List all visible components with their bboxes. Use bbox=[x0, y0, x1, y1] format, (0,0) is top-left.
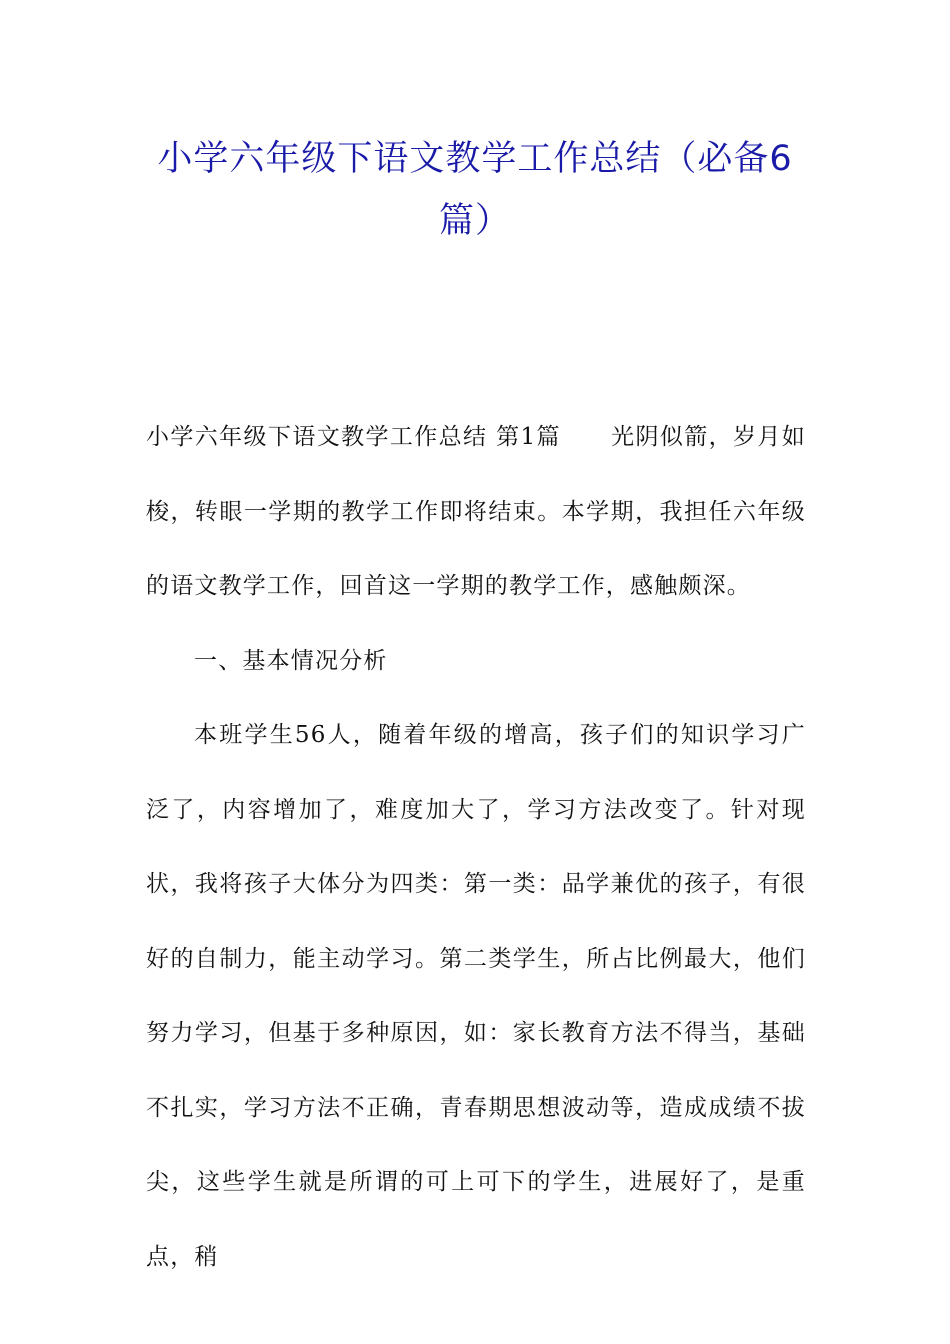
document-body bbox=[146, 400, 806, 1294]
section-heading: 小学六年级下语文教学工作总结 第1篇 bbox=[146, 424, 561, 450]
opening-paragraph bbox=[146, 400, 806, 624]
subheading-basic-situation: 一、基本情况分析 bbox=[194, 647, 388, 674]
document-title: 小学六年级下语文教学工作总结（必备6篇） bbox=[157, 139, 793, 241]
paragraph-text: 光阴似箭，岁月如梭，转眼一学期的教学工作即将结束。本学期，我担任六年级的语文教学工作，回首这一学期的教学工作，感触颇深。 bbox=[146, 424, 806, 599]
paragraph-text: 本班学生56人，随着年级的增高，孩子们的知识学习广泛了，内容增加了，难度加大了，学习方法改变了。针对现状，我将孩子大体分为四类：第一类：品学兼优的孩子，有很好的自制力，能主动学习。第二类学生，所占比例最大，他们努力学习，但基于多种原因，如：家长教育方法不得当，基础不扎实，学习方法不正确，青春期思想波动等，造成成绩不拔尖，这些学生就是所谓的可上可下的学生，进展好了，是重点，稍 bbox=[146, 722, 806, 1270]
